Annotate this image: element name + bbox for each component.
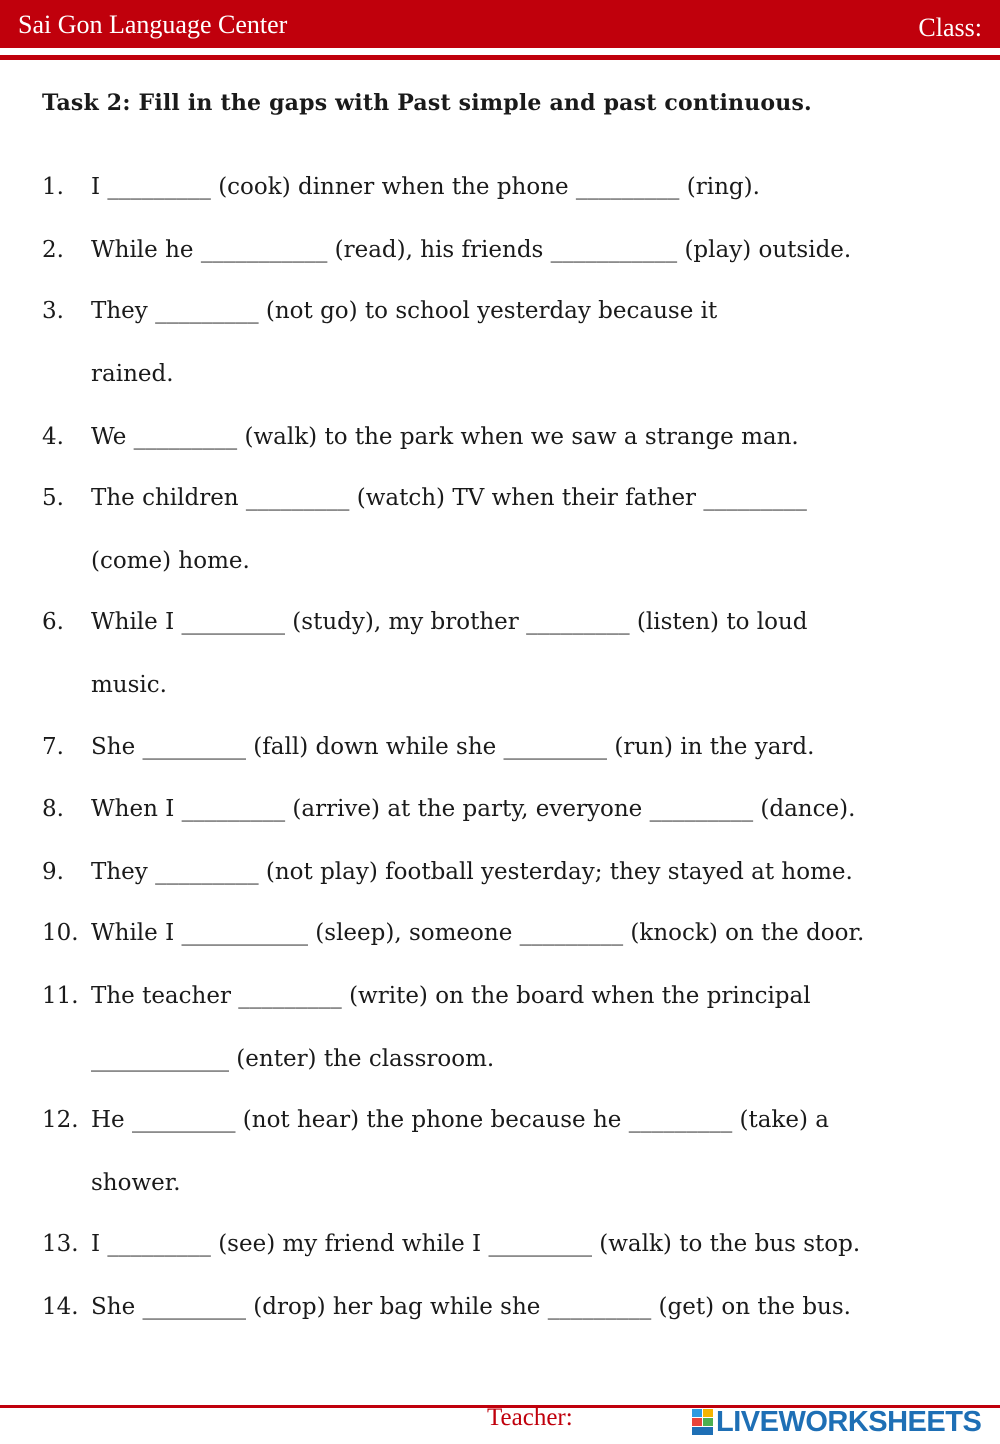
liveworksheets-logo-icon (692, 1409, 714, 1435)
exercise-number: 10. (42, 920, 79, 946)
exercise-number: 7. (42, 734, 64, 760)
header-divider (0, 55, 1000, 60)
exercise-text: I _________ (see) my friend while I _________ (walk) to the bus stop. (91, 1231, 861, 1257)
exercise-item (42, 918, 864, 948)
exercise-text: music. (91, 672, 167, 698)
exercise-item (42, 172, 760, 202)
task-title: Task 2: Fill in the gaps with Past simple and past continuous. (42, 90, 812, 116)
exercise-text: They _________ (not go) to school yesterday because it (91, 298, 718, 324)
exercise-text: She _________ (fall) down while she _________ (run) in the yard. (91, 734, 815, 760)
exercise-text: rained. (91, 361, 174, 387)
exercise-item (42, 296, 717, 326)
exercise-number: 9. (42, 859, 64, 885)
exercise-text: He _________ (not hear) the phone because he _________ (take) a (91, 1107, 829, 1133)
exercise-text: The teacher _________ (write) on the board when the principal (91, 983, 811, 1009)
exercise-number: 2. (42, 237, 64, 263)
exercise-number: 4. (42, 424, 64, 450)
exercise-item (42, 483, 807, 513)
exercise-item (42, 857, 853, 887)
exercise-text: shower. (91, 1170, 181, 1196)
exercise-item (42, 794, 855, 824)
exercise-item (42, 422, 799, 452)
teacher-label: Teacher: (487, 1404, 573, 1431)
exercise-text: They _________ (not play) football yesterday; they stayed at home. (91, 859, 853, 885)
exercise-item (42, 235, 851, 265)
exercise-item (42, 1105, 829, 1135)
exercise-number: 13. (42, 1231, 79, 1257)
exercise-number: 6. (42, 609, 64, 635)
class-label: Class: (918, 13, 982, 42)
exercise-text: She _________ (drop) her bag while she _________ (get) on the bus. (91, 1294, 851, 1320)
exercise-text: ____________ (enter) the classroom. (91, 1046, 495, 1072)
header-bar (0, 0, 1000, 48)
exercise-text: While I ___________ (sleep), someone _________ (knock) on the door. (91, 920, 865, 946)
exercise-text: The children _________ (watch) TV when their father _________ (91, 485, 807, 511)
brand-name: LIVEWORKSHEETS (716, 1406, 982, 1438)
exercise-text: We _________ (walk) to the park when we saw a strange man. (91, 424, 799, 450)
exercise-text: While I _________ (study), my brother _________ (listen) to loud (91, 609, 808, 635)
exercise-number: 11. (42, 983, 79, 1009)
exercise-number: 3. (42, 298, 64, 324)
exercise-text: I _________ (cook) dinner when the phone _________ (ring). (91, 174, 760, 200)
exercise-text: When I _________ (arrive) at the party, everyone _________ (dance). (91, 796, 856, 822)
exercise-text: While he ___________ (read), his friends ___________ (play) outside. (91, 237, 852, 263)
exercise-text: (come) home. (91, 548, 250, 574)
exercise-number: 8. (42, 796, 64, 822)
exercise-item (42, 607, 807, 637)
exercise-item (42, 732, 814, 762)
exercise-number: 5. (42, 485, 64, 511)
center-name: Sai Gon Language Center (18, 10, 288, 39)
exercise-item (42, 1229, 860, 1259)
exercise-item (42, 1292, 851, 1322)
exercise-number: 1. (42, 174, 64, 200)
exercise-number: 14. (42, 1294, 79, 1320)
exercise-number: 12. (42, 1107, 79, 1133)
exercise-item (42, 981, 811, 1011)
